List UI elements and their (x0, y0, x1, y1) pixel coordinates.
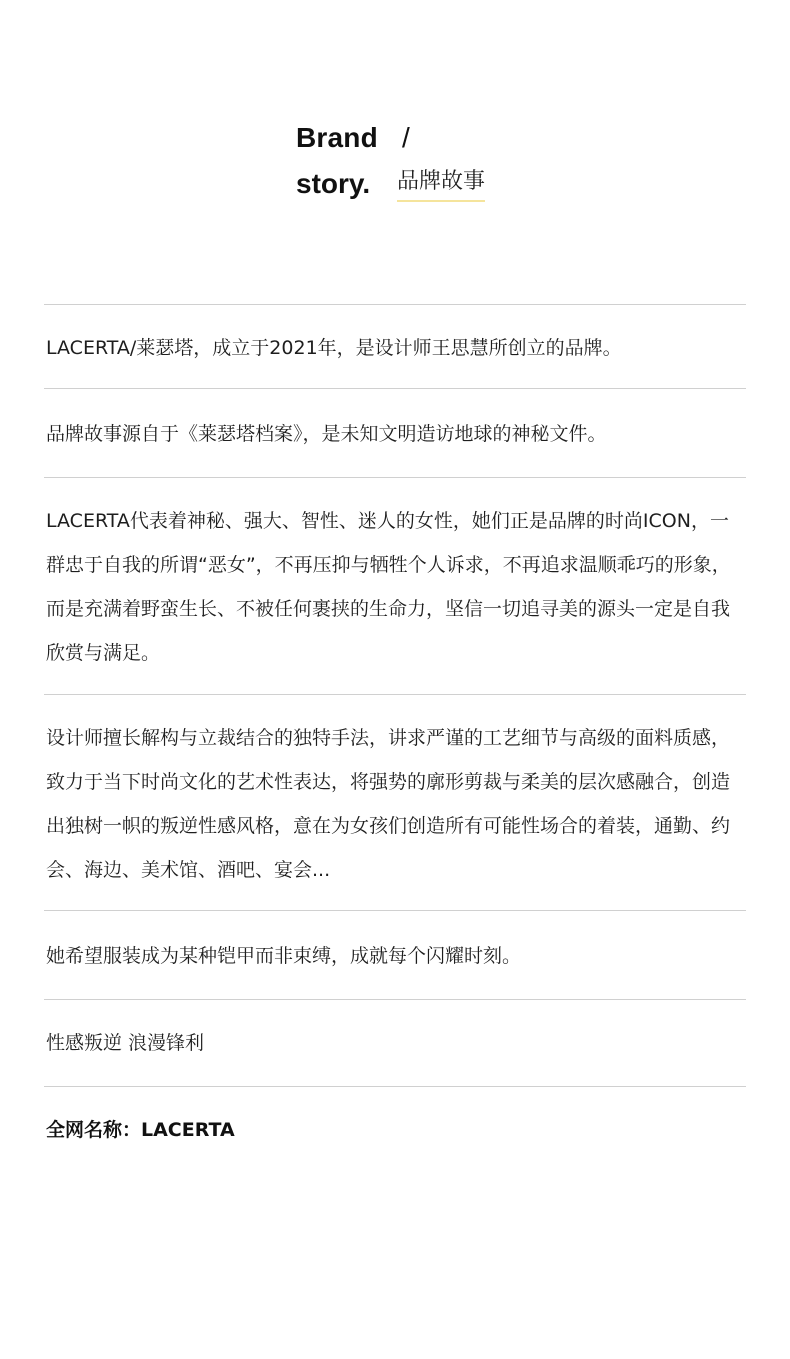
network-name-text: 全网名称：LACERTA (46, 1119, 235, 1141)
brand-story-heading (296, 120, 596, 210)
heading-brand-word: Brand (296, 122, 378, 153)
story-section-armor (44, 910, 746, 999)
paragraph-origin: 品牌故事源自于《莱瑟塔档案》，是未知文明造访地球的神秘文件。 (46, 423, 607, 445)
network-name-section (44, 1086, 746, 1152)
story-section-slogan (44, 999, 746, 1086)
paragraph-slogan: 性感叛逆 浪漫锋利 (46, 1032, 205, 1054)
heading-slash: / (402, 122, 410, 153)
heading-story-word: story. (296, 168, 371, 199)
paragraph-armor: 她希望服装成为某种铠甲而非束缚，成就每个闪耀时刻。 (46, 945, 522, 967)
paragraph-design: 设计师擅长解构与立裁结合的独特手法，讲求严谨的工艺细节与高级的面料质感，致力于当下时尚文化的艺术性表达，将强势的廓形剪裁与柔美的层次感融合，创造出独树一帜的叛逆性感风格，意在为女孩们创造所有可能性场合的着装，通勤、约会、海边、美术馆、酒吧、宴会... (46, 727, 731, 881)
brand-story-content (44, 304, 746, 1152)
paragraph-founding: LACERTA/莱瑟塔，成立于2021年，是设计师王思慧所创立的品牌。 (46, 337, 622, 359)
story-section-founding (44, 304, 746, 388)
story-section-origin (44, 388, 746, 477)
story-section-muse (44, 477, 746, 694)
paragraph-muse: LACERTA代表着神秘、强大、智性、迷人的女性，她们正是品牌的时尚ICON，一群忠于自我的所谓“恶女”，不再压抑与牺牲个人诉求，不再追求温顺乖巧的形象，而是充满着野蛮生长、不被任何裹挟的生命力，坚信一切追寻美的源头一定是自我欣赏与满足。 (46, 510, 731, 664)
story-section-design (44, 694, 746, 910)
heading-chinese-title: 品牌故事 (397, 166, 485, 202)
